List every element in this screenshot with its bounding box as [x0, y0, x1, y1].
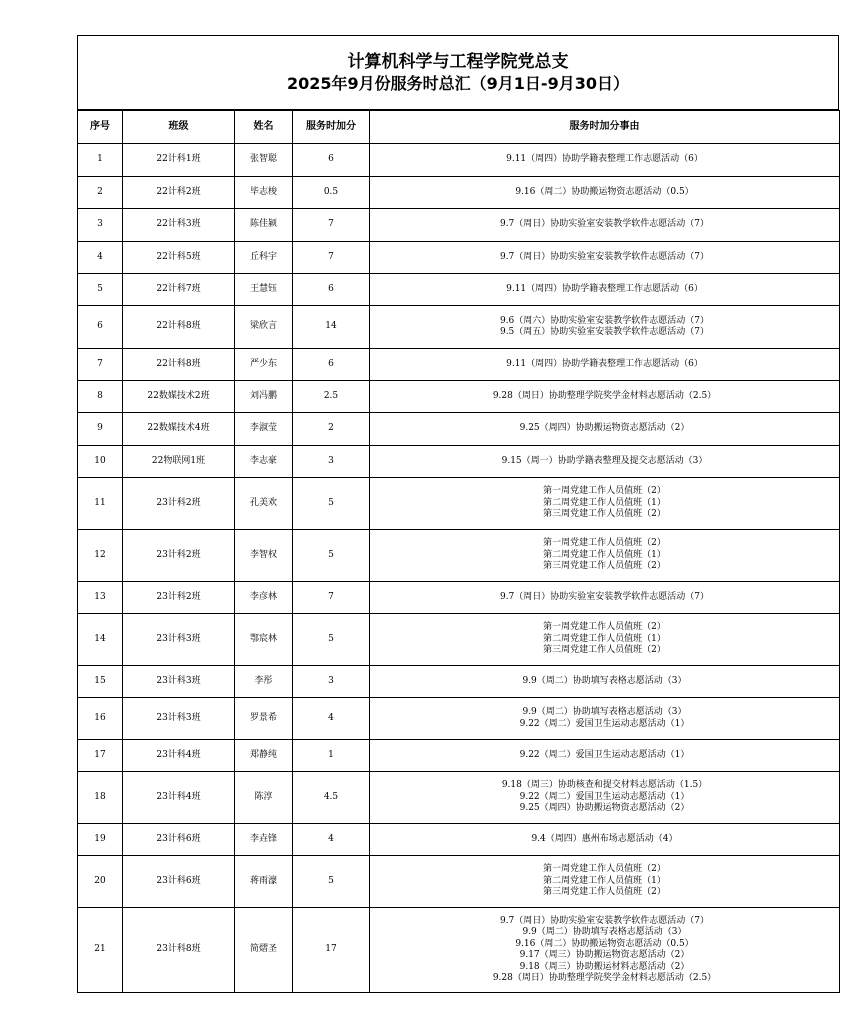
- header-name: 姓名: [235, 111, 293, 144]
- table-row: [78, 856, 840, 908]
- reason-line: 9.16（周二）协助搬运物资志愿活动（0.5）: [515, 938, 694, 949]
- cell-score: 4: [293, 698, 370, 740]
- cell-class: 23计科3班: [123, 698, 235, 740]
- cell-class: 22数媒技术4班: [123, 413, 235, 446]
- reason-line: 9.16（周二）协助搬运物资志愿活动（0.5）: [515, 186, 694, 197]
- cell-reason: [370, 740, 840, 772]
- cell-no: 20: [78, 856, 123, 908]
- cell-no: 8: [78, 381, 123, 413]
- reason-line: 第二周党建工作人员值班（1）: [543, 497, 666, 508]
- cell-score: 1: [293, 740, 370, 772]
- cell-name: 李彦林: [235, 582, 293, 614]
- reason-line: 9.7（周日）协助实验室安装教学软件志愿活动（7）: [499, 591, 710, 602]
- reason-line: 9.7（周日）协助实验室安装教学软件志愿活动（7）: [499, 219, 710, 230]
- cell-no: 5: [78, 274, 123, 306]
- cell-class: 23计科3班: [123, 666, 235, 698]
- cell-reason: [370, 306, 840, 349]
- cell-name: 李彤: [235, 666, 293, 698]
- cell-class: 23计科2班: [123, 582, 235, 614]
- table-row: [78, 209, 840, 242]
- cell-score: 6: [293, 349, 370, 381]
- table-row: [78, 381, 840, 413]
- reason-line: 9.4（周四）惠州布场志愿活动（4）: [531, 833, 678, 844]
- cell-class: 22物联网1班: [123, 446, 235, 478]
- reason-line: 9.22（周二）爱国卫生运动志愿活动（1）: [519, 791, 690, 802]
- cell-no: 17: [78, 740, 123, 772]
- cell-class: 22计科7班: [123, 274, 235, 306]
- table-row: [78, 349, 840, 381]
- cell-score: 5: [293, 478, 370, 530]
- reason-line: 9.15（周一）协助学籍表整理及提交志愿活动（3）: [501, 455, 708, 466]
- reason-line: 第二周党建工作人员值班（1）: [543, 633, 666, 644]
- cell-score: 2.5: [293, 381, 370, 413]
- cell-class: 22数媒技术2班: [123, 381, 235, 413]
- header-no: 序号: [78, 111, 123, 144]
- cell-name: 李淑莹: [235, 413, 293, 446]
- cell-score: 3: [293, 666, 370, 698]
- cell-no: 21: [78, 908, 123, 993]
- cell-reason: [370, 144, 840, 177]
- cell-no: 10: [78, 446, 123, 478]
- table-row: [78, 446, 840, 478]
- cell-reason: [370, 582, 840, 614]
- reason-line: 第三周党建工作人员值班（2）: [543, 509, 666, 520]
- cell-score: 5: [293, 856, 370, 908]
- cell-name: 孔美欢: [235, 478, 293, 530]
- cell-class: 22计科2班: [123, 177, 235, 209]
- cell-no: 4: [78, 242, 123, 274]
- cell-class: 23计科4班: [123, 772, 235, 824]
- cell-score: 3: [293, 446, 370, 478]
- cell-reason: [370, 530, 840, 582]
- table-row: [78, 413, 840, 446]
- cell-no: 2: [78, 177, 123, 209]
- cell-no: 18: [78, 772, 123, 824]
- reason-line: 9.18（周三）协助搬运材料志愿活动（2）: [519, 961, 690, 972]
- title-line-1: 计算机科学与工程学院党总支: [347, 51, 569, 72]
- cell-no: 9: [78, 413, 123, 446]
- reason-line: 9.28（周日）协助整理学院奖学金材料志愿活动（2.5）: [492, 973, 717, 983]
- cell-class: 23计科6班: [123, 824, 235, 856]
- cell-name: 郑静纯: [235, 740, 293, 772]
- table-row: [78, 698, 840, 740]
- reason-line: 9.28（周日）协助整理学院奖学金材料志愿活动（2.5）: [492, 390, 717, 401]
- cell-score: 0.5: [293, 177, 370, 209]
- cell-name: 毕志梭: [235, 177, 293, 209]
- cell-class: 22计科8班: [123, 306, 235, 349]
- cell-name: 陈佳颍: [235, 209, 293, 242]
- service-hours-table: [77, 110, 840, 993]
- cell-class: 22计科1班: [123, 144, 235, 177]
- reason-line: 9.25（周四）协助搬运物资志愿活动（2）: [519, 423, 690, 434]
- table-row: [78, 274, 840, 306]
- table-row: [78, 582, 840, 614]
- cell-reason: [370, 666, 840, 698]
- reason-line: 9.5（周五）协助实验室安装教学软件志愿活动（7）: [499, 327, 710, 337]
- table-row: [78, 478, 840, 530]
- cell-reason: [370, 856, 840, 908]
- cell-name: 李垚锋: [235, 824, 293, 856]
- cell-class: 23计科6班: [123, 856, 235, 908]
- cell-reason: [370, 478, 840, 530]
- cell-reason: [370, 772, 840, 824]
- cell-no: 14: [78, 614, 123, 666]
- cell-class: 22计科3班: [123, 209, 235, 242]
- table-row: [78, 666, 840, 698]
- reason-line: 9.9（周二）协助填写表格志愿活动（3）: [522, 927, 687, 937]
- cell-no: 6: [78, 306, 123, 349]
- cell-score: 17: [293, 908, 370, 993]
- reason-line: 9.11（周四）协助学籍表整理工作志愿活动（6）: [506, 358, 703, 369]
- cell-score: 5: [293, 614, 370, 666]
- cell-no: 11: [78, 478, 123, 530]
- cell-score: 2: [293, 413, 370, 446]
- cell-name: 张智聪: [235, 144, 293, 177]
- table-row: [78, 908, 840, 993]
- cell-reason: [370, 381, 840, 413]
- summary-sheet: [77, 35, 839, 993]
- cell-reason: [370, 698, 840, 740]
- cell-reason: [370, 209, 840, 242]
- reason-line: 第三周党建工作人员值班（2）: [543, 887, 666, 898]
- cell-score: 4.5: [293, 772, 370, 824]
- table-row: [78, 740, 840, 772]
- cell-no: 13: [78, 582, 123, 614]
- reason-line: 9.7（周日）协助实验室安装教学软件志愿活动（7）: [499, 915, 710, 926]
- cell-name: 刘冯鹏: [235, 381, 293, 413]
- cell-score: 6: [293, 144, 370, 177]
- cell-no: 7: [78, 349, 123, 381]
- cell-name: 丘科宇: [235, 242, 293, 274]
- reason-line: 第一周党建工作人员值班（2）: [543, 622, 666, 633]
- header-score: 服务时加分: [293, 111, 370, 144]
- cell-name: 罗景希: [235, 698, 293, 740]
- cell-name: 简熠圣: [235, 908, 293, 993]
- table-row: [78, 772, 840, 824]
- reason-line: 9.22（周二）爱国卫生运动志愿活动（1）: [519, 749, 690, 760]
- cell-name: 严少东: [235, 349, 293, 381]
- reason-line: 9.9（周二）协助填写表格志愿活动（3）: [522, 675, 687, 686]
- table-row: [78, 530, 840, 582]
- cell-no: 12: [78, 530, 123, 582]
- cell-name: 梁欣言: [235, 306, 293, 349]
- table-header-row: [78, 111, 840, 144]
- cell-no: 19: [78, 824, 123, 856]
- cell-score: 7: [293, 242, 370, 274]
- cell-reason: [370, 349, 840, 381]
- cell-score: 7: [293, 582, 370, 614]
- reason-line: 9.25（周四）协助搬运物资志愿活动（2）: [519, 803, 690, 814]
- cell-name: 李志豪: [235, 446, 293, 478]
- table-row: [78, 144, 840, 177]
- cell-reason: [370, 242, 840, 274]
- table-row: [78, 242, 840, 274]
- cell-name: 陈淳: [235, 772, 293, 824]
- header-class: 班级: [123, 111, 235, 144]
- cell-class: 23计科2班: [123, 530, 235, 582]
- table-row: [78, 177, 840, 209]
- reason-line: 第二周党建工作人员值班（1）: [543, 549, 666, 560]
- cell-class: 22计科8班: [123, 349, 235, 381]
- cell-name: 鄂宸林: [235, 614, 293, 666]
- reason-line: 第二周党建工作人员值班（1）: [543, 875, 666, 886]
- cell-reason: [370, 274, 840, 306]
- cell-class: 23计科4班: [123, 740, 235, 772]
- reason-line: 9.11（周四）协助学籍表整理工作志愿活动（6）: [506, 154, 703, 165]
- cell-score: 5: [293, 530, 370, 582]
- reason-line: 第三周党建工作人员值班（2）: [543, 561, 666, 572]
- reason-line: 第一周党建工作人员值班（2）: [543, 486, 666, 497]
- table-row: [78, 614, 840, 666]
- cell-reason: [370, 614, 840, 666]
- reason-line: 9.17（周三）协助搬运物资志愿活动（2）: [519, 950, 690, 960]
- cell-class: 23计科8班: [123, 908, 235, 993]
- reason-line: 9.6（周六）协助实验室安装教学软件志愿活动（7）: [499, 315, 710, 326]
- reason-line: 9.11（周四）协助学籍表整理工作志愿活动（6）: [506, 283, 703, 294]
- cell-reason: [370, 413, 840, 446]
- reason-line: 9.22（周二）爱国卫生运动志愿活动（1）: [519, 718, 690, 729]
- table-row: [78, 306, 840, 349]
- cell-score: 7: [293, 209, 370, 242]
- header-reason: 服务时加分事由: [370, 111, 840, 144]
- reason-line: 第一周党建工作人员值班（2）: [543, 538, 666, 549]
- cell-class: 22计科5班: [123, 242, 235, 274]
- cell-no: 3: [78, 209, 123, 242]
- reason-line: 第一周党建工作人员值班（2）: [543, 864, 666, 875]
- title-block: [77, 35, 839, 110]
- cell-class: 23计科3班: [123, 614, 235, 666]
- reason-line: 9.9（周二）协助填写表格志愿活动（3）: [522, 707, 687, 717]
- table-row: [78, 824, 840, 856]
- cell-name: 李智权: [235, 530, 293, 582]
- cell-reason: [370, 177, 840, 209]
- reason-line: 9.18（周三）协助核查和提交材料志愿活动（1.5）: [501, 780, 708, 791]
- reason-line: 9.7（周日）协助实验室安装教学软件志愿活动（7）: [499, 251, 710, 262]
- cell-no: 15: [78, 666, 123, 698]
- cell-reason: [370, 446, 840, 478]
- cell-score: 4: [293, 824, 370, 856]
- cell-score: 6: [293, 274, 370, 306]
- cell-no: 1: [78, 144, 123, 177]
- title-line-2: 2025年9月份服务时总汇（9月1日-9月30日）: [287, 73, 629, 93]
- cell-name: 王慧钰: [235, 274, 293, 306]
- cell-no: 16: [78, 698, 123, 740]
- reason-line: 第三周党建工作人员值班（2）: [543, 645, 666, 656]
- cell-class: 23计科2班: [123, 478, 235, 530]
- cell-reason: [370, 908, 840, 993]
- table-body: [78, 144, 840, 993]
- cell-score: 14: [293, 306, 370, 349]
- cell-reason: [370, 824, 840, 856]
- cell-name: 蒋雨濠: [235, 856, 293, 908]
